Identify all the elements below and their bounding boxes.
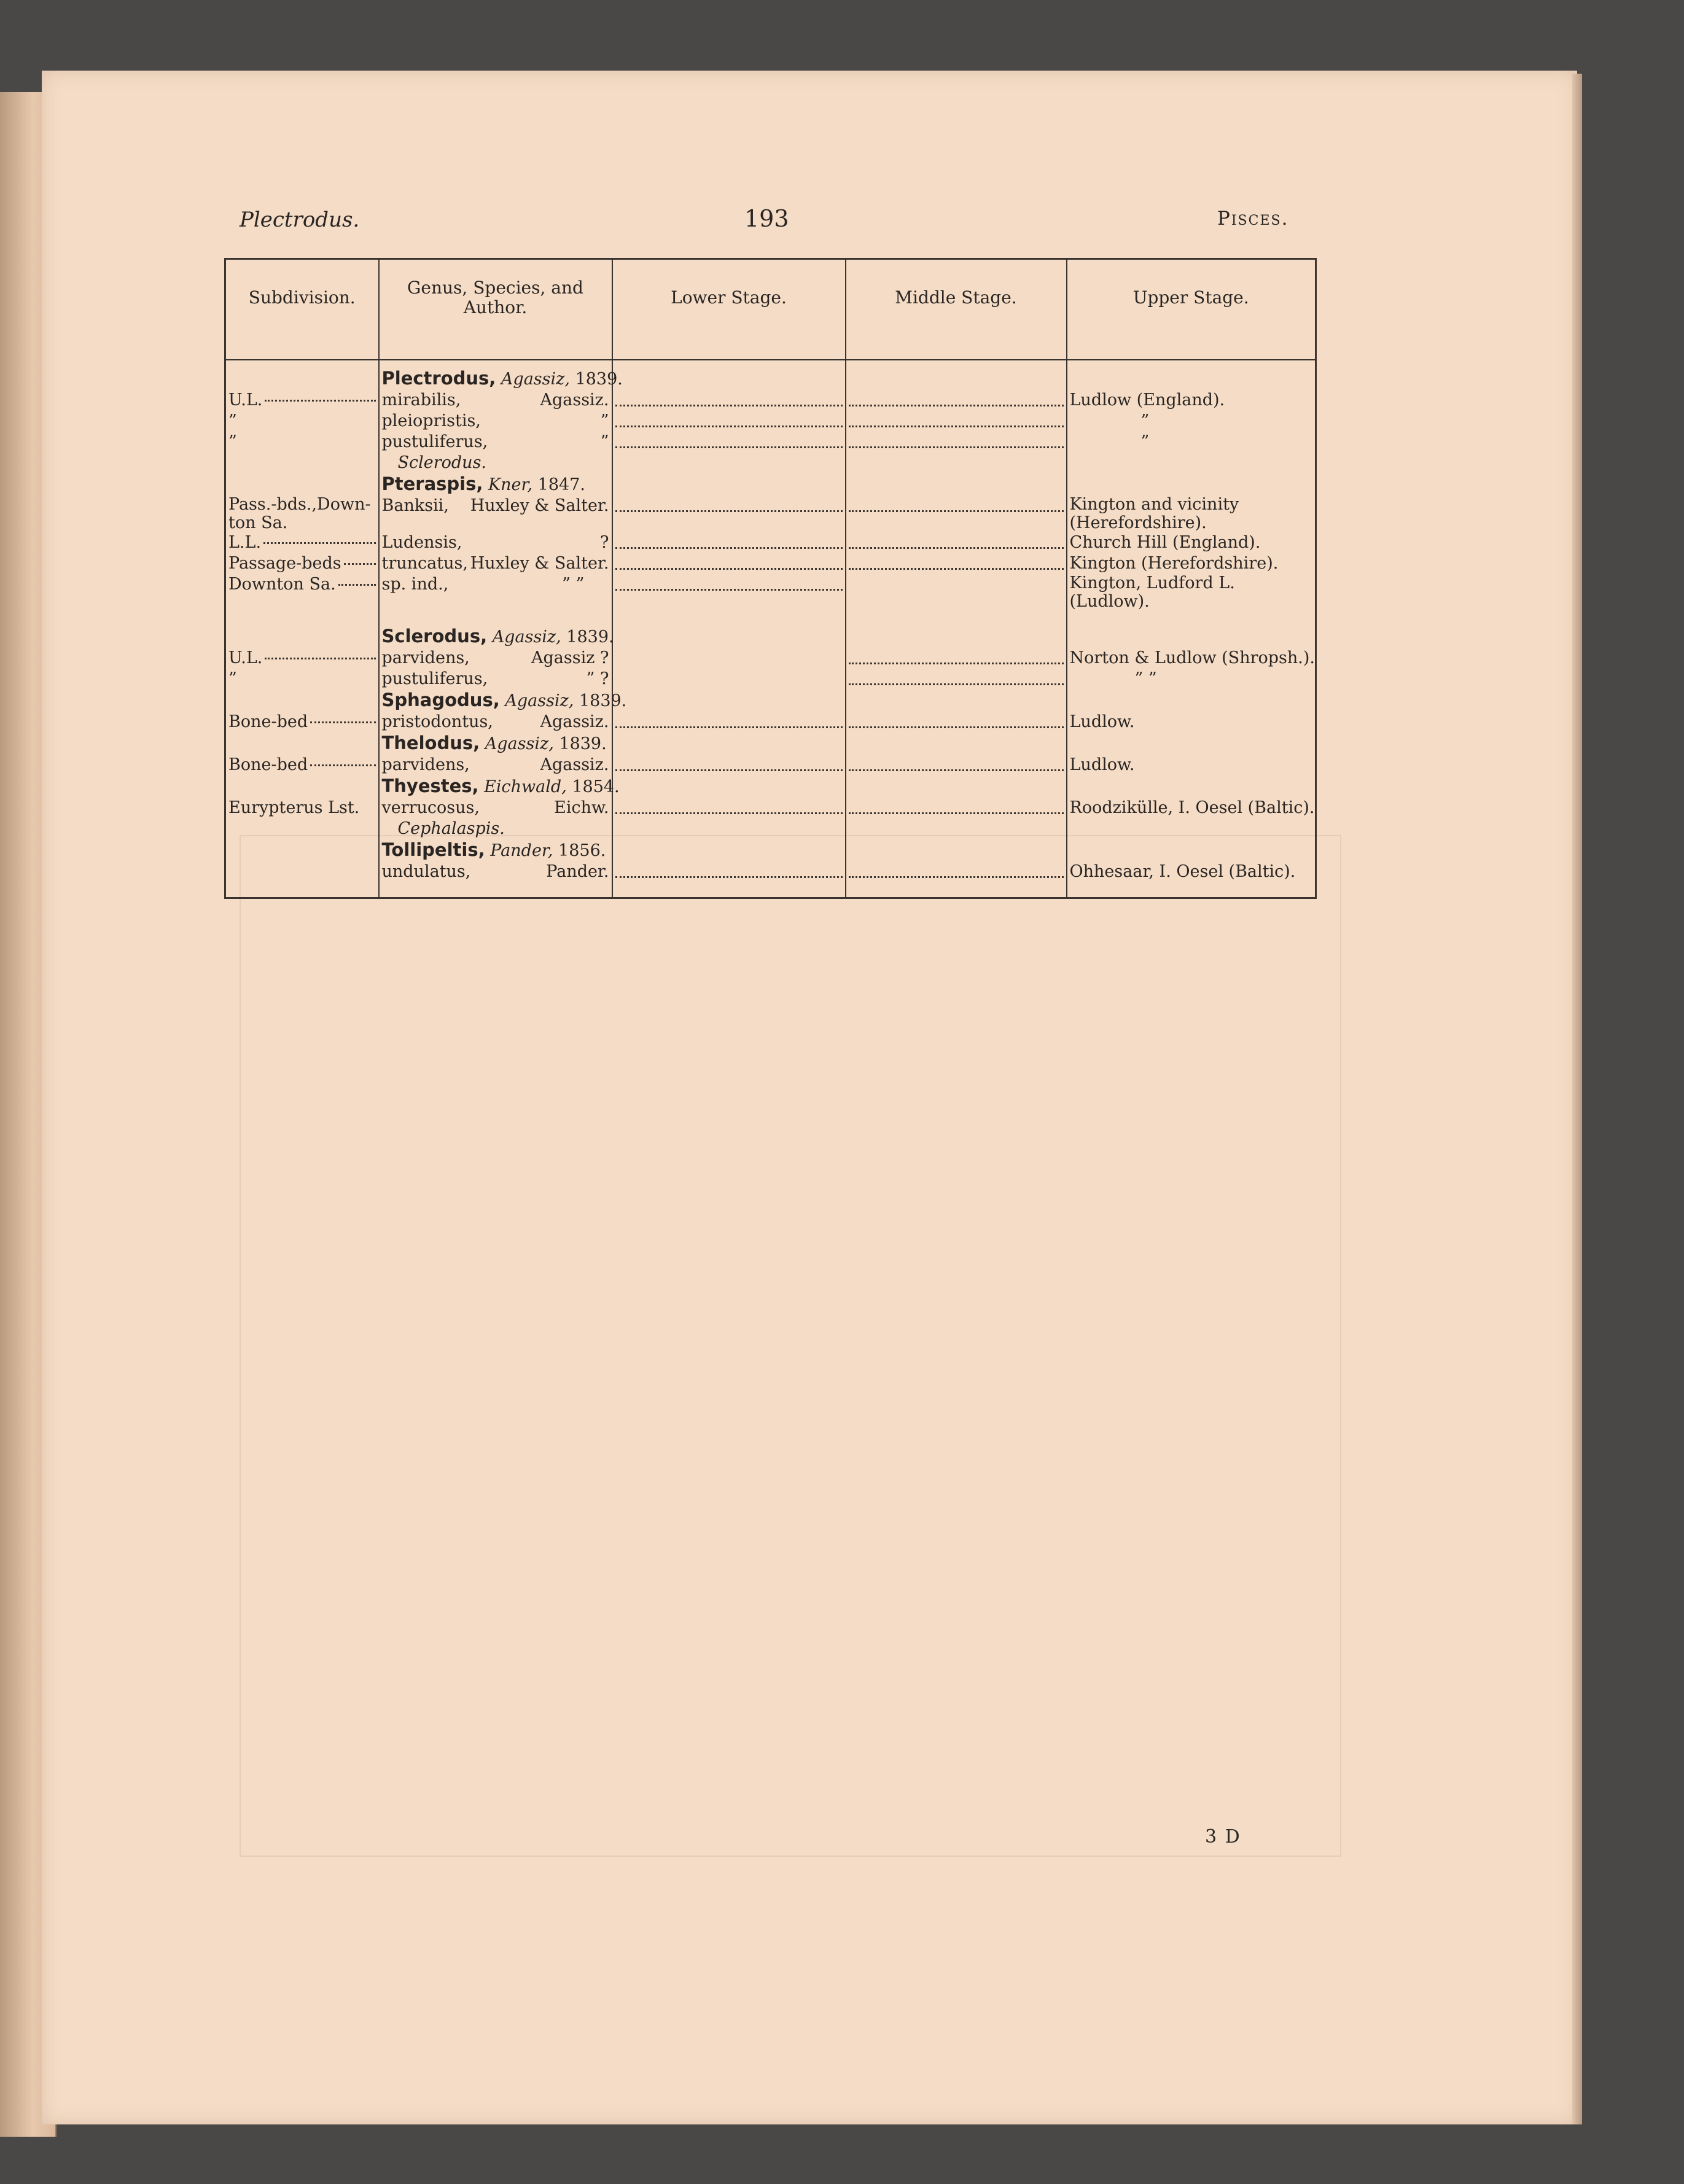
species-name: sp. ind., bbox=[381, 575, 449, 594]
genus-author: Agassiz, bbox=[501, 370, 570, 389]
species-author: ? bbox=[600, 533, 609, 552]
genus-name: Pteraspis, bbox=[381, 473, 483, 494]
species-author: ” ” bbox=[562, 575, 585, 594]
table-row bbox=[225, 861, 1316, 882]
species-author: ” bbox=[600, 411, 609, 430]
table-row bbox=[225, 574, 1316, 611]
fossil-distribution-table bbox=[224, 258, 1317, 899]
upper-stage-cell: ” bbox=[1067, 411, 1316, 432]
table-row bbox=[225, 553, 1316, 574]
upper-stage-cell: Ludlow. bbox=[1067, 755, 1316, 775]
genus-name: Thelodus, bbox=[381, 733, 480, 753]
genus-row bbox=[225, 839, 1316, 861]
table-header-row bbox=[225, 259, 1316, 339]
genus-year: 1856. bbox=[558, 841, 606, 860]
synonym-label: Sclerodus. bbox=[379, 453, 612, 473]
species-author: Agassiz. bbox=[540, 391, 609, 410]
genus-row bbox=[225, 775, 1316, 798]
subdivision-cell: Pass.-bds.,Down-ton Sa. bbox=[225, 495, 379, 532]
subdivision-cell: U.L. bbox=[228, 391, 263, 410]
genus-row bbox=[225, 690, 1316, 712]
table-row bbox=[225, 755, 1316, 775]
species-name: pristodontus, bbox=[381, 712, 493, 731]
species-author: Huxley & Salter. bbox=[470, 554, 609, 573]
subdivision-cell: Bone-bed bbox=[228, 755, 308, 774]
upper-stage-cell: Kington and vicinity (Herefordshire). bbox=[1067, 495, 1316, 532]
subdivision-cell: L.L. bbox=[228, 533, 262, 552]
genus-year: 1839. bbox=[579, 691, 627, 710]
species-name: verrucosus, bbox=[381, 798, 480, 817]
genus-year: 1839. bbox=[575, 370, 623, 389]
genus-name: Sphagodus, bbox=[381, 690, 500, 710]
table-row bbox=[225, 390, 1316, 411]
species-name: mirabilis, bbox=[381, 391, 461, 410]
upper-stage-cell: ” bbox=[1067, 432, 1316, 453]
genus-name: Tollipeltis, bbox=[381, 839, 485, 860]
species-author: Eichw. bbox=[554, 798, 609, 817]
genus-row bbox=[225, 360, 1316, 390]
species-name: truncatus, bbox=[381, 554, 468, 573]
col-header-subdivision: Subdivision. bbox=[225, 259, 379, 339]
synonym-label: Cephalaspis. bbox=[379, 818, 612, 839]
genus-year: 1839. bbox=[566, 628, 614, 647]
col-header-lower-stage: Lower Stage. bbox=[612, 259, 846, 339]
genus-year: 1847. bbox=[537, 475, 585, 494]
table-row bbox=[225, 798, 1316, 818]
genus-author: Agassiz, bbox=[505, 691, 574, 710]
upper-stage-cell: Kington (Herefordshire). bbox=[1067, 553, 1316, 574]
subdivision-cell: Passage-beds bbox=[228, 554, 341, 573]
table-row bbox=[225, 411, 1316, 432]
species-author: ” bbox=[600, 432, 609, 451]
species-name: undulatus, bbox=[381, 862, 471, 881]
genus-name: Plectrodus, bbox=[381, 368, 496, 389]
running-head-class: Pisces. bbox=[1217, 208, 1289, 230]
species-author: Agassiz. bbox=[540, 712, 609, 731]
species-author: Huxley & Salter. bbox=[470, 496, 609, 515]
upper-stage-cell: Roodzikülle, I. Oesel (Baltic). bbox=[1067, 798, 1316, 818]
upper-stage-cell: Ludlow (England). bbox=[1067, 390, 1316, 411]
species-name: pustuliferus, bbox=[381, 669, 488, 688]
subdivision-cell: Downton Sa. bbox=[228, 575, 336, 594]
species-name: parvidens, bbox=[381, 755, 470, 774]
species-author: Agassiz. bbox=[540, 755, 609, 774]
running-head-genus: Plectrodus. bbox=[240, 208, 360, 232]
upper-stage-cell: ” ” bbox=[1067, 669, 1316, 690]
upper-stage-cell: Ludlow. bbox=[1067, 712, 1316, 733]
col-header-genus-species-author: Genus, Species, and Author. bbox=[379, 259, 612, 339]
subdivision-cell: Bone-bed bbox=[228, 712, 308, 731]
genus-year: 1854. bbox=[572, 777, 620, 796]
genus-row bbox=[225, 733, 1316, 755]
species-author: ” ? bbox=[586, 669, 609, 688]
species-author: Agassiz ? bbox=[531, 648, 609, 667]
species-name: parvidens, bbox=[381, 648, 470, 667]
table-row bbox=[225, 648, 1316, 669]
show-through-frame bbox=[240, 835, 1341, 1857]
page-number: 193 bbox=[744, 205, 789, 232]
genus-author: Agassiz, bbox=[485, 734, 554, 753]
genus-author: Eichwald, bbox=[484, 777, 567, 796]
genus-name: Sclerodus, bbox=[381, 626, 488, 647]
upper-stage-cell: Kington, Ludford L. (Ludlow). bbox=[1067, 574, 1316, 611]
subdivision-cell: ” bbox=[225, 411, 379, 432]
upper-stage-cell: Church Hill (England). bbox=[1067, 532, 1316, 553]
table-row bbox=[225, 432, 1316, 453]
species-author: Pander. bbox=[546, 862, 609, 881]
genus-name: Thyestes, bbox=[381, 775, 479, 796]
species-name: Ludensis, bbox=[381, 533, 462, 552]
col-header-middle-stage: Middle Stage. bbox=[846, 259, 1067, 339]
page-fore-edge bbox=[1572, 74, 1582, 2124]
synonym-row bbox=[225, 453, 1316, 473]
table-row bbox=[225, 532, 1316, 553]
subdivision-cell: U.L. bbox=[228, 648, 263, 667]
upper-stage-cell: Ohhesaar, I. Oesel (Baltic). bbox=[1067, 861, 1316, 882]
synonym-row bbox=[225, 818, 1316, 839]
genus-year: 1839. bbox=[559, 734, 607, 753]
species-name: pustuliferus, bbox=[381, 432, 488, 451]
table-row bbox=[225, 712, 1316, 733]
table-row bbox=[225, 495, 1316, 532]
col-header-upper-stage: Upper Stage. bbox=[1067, 259, 1316, 339]
table-row bbox=[225, 669, 1316, 690]
subdivision-cell: ” bbox=[225, 432, 379, 453]
subdivision-cell: ” bbox=[225, 669, 379, 690]
species-name: Banksii, bbox=[381, 496, 449, 515]
upper-stage-cell: Norton & Ludlow (Shropsh.). bbox=[1067, 648, 1316, 669]
genus-row bbox=[225, 626, 1316, 648]
genus-author: Agassiz, bbox=[492, 628, 561, 647]
signature-mark: 3 D bbox=[1205, 1826, 1241, 1848]
genus-author: Kner, bbox=[488, 475, 533, 494]
subdivision-cell: Eurypterus Lst. bbox=[225, 798, 379, 818]
genus-row bbox=[225, 473, 1316, 495]
species-name: pleiopristis, bbox=[381, 411, 481, 430]
genus-author: Pander, bbox=[490, 841, 553, 860]
